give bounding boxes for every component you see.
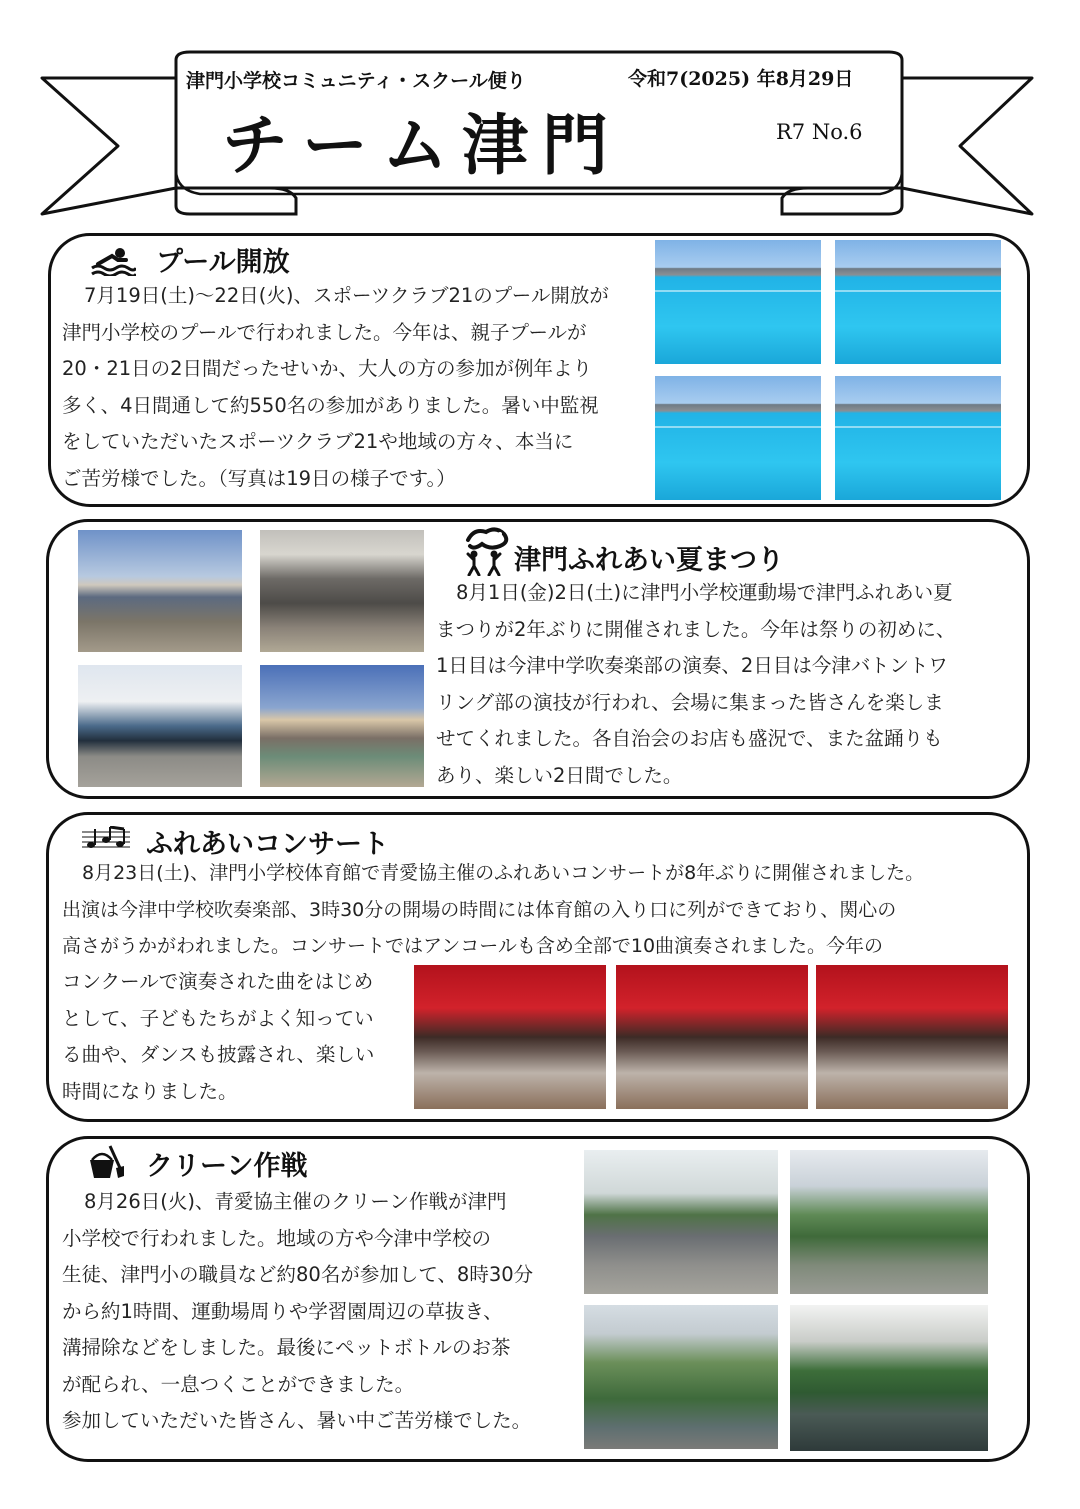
- pool-line: ご苦労様でした。（写真は19日の様子です。）: [62, 466, 456, 490]
- festival-line: まつりが2年ぶりに開催されました。今年は祭りの初めに、: [436, 617, 956, 641]
- pool-photo: [835, 240, 1001, 364]
- swimmer-icon: [90, 246, 136, 276]
- cleanup-body: [62, 1184, 533, 1440]
- cleanup-photo: [790, 1305, 988, 1451]
- bucket-shovel-icon: [86, 1142, 126, 1182]
- newsletter-title: チーム津門: [222, 107, 622, 184]
- festival-line: 1日目は今津中学吹奏楽部の演奏、2日目は今津バトントワ: [436, 654, 948, 677]
- concert-title: ふれあいコンサート: [146, 829, 389, 860]
- festival-line: リング部の演技が行われ、会場に集まった皆さんを楽しま: [436, 690, 944, 714]
- pool-line: 津門小学校のプールで行われました。今年は、親子プールが: [62, 320, 587, 344]
- concert-line: 8月23日(土)、津門小学校体育館で青愛協主催のふれあいコンサートが8年ぶりに開催されました。: [82, 862, 925, 884]
- issue-number: R7 No.6: [776, 120, 863, 144]
- concert-line: 時間になりました。: [62, 1079, 238, 1103]
- pool-line: 20・21日の2日間だったせいか、大人の方の参加が例年より: [62, 357, 593, 380]
- issue-date: 令和7(2025) 年8月29日: [628, 68, 854, 90]
- pool-photo: [835, 376, 1001, 500]
- concert-body-full: [62, 855, 924, 965]
- cleanup-photo: [790, 1150, 988, 1294]
- concert-line: として、子どもたちがよく知ってい: [62, 1006, 374, 1030]
- cleanup-line: 小学校で行われました。地域の方や今津中学校の: [62, 1226, 492, 1250]
- concert-line: 出演は今津中学校吹奏楽部、3時30分の開場の時間には体育館の入り口に列ができており、関心の: [62, 898, 897, 921]
- festival-line: せてくれました。各自治会のお店も盛況で、また盆踊りも: [436, 727, 943, 750]
- dragon-dance-icon: [460, 524, 512, 576]
- cleanup-line: から約1時間、運動場周りや学習園周辺の草抜き、: [62, 1299, 503, 1323]
- festival-line: あり、楽しい2日間でした。: [436, 763, 683, 787]
- pool-line: をしていただいたスポーツクラブ21や地域の方々、本当に: [62, 430, 574, 453]
- concert-photo: [616, 965, 808, 1109]
- concert-line: コンクールで演奏された曲をはじめ: [62, 970, 374, 993]
- concert-line: 高さがうかがわれました。コンサートではアンコールも含め全部で10曲演奏されました。今年の: [62, 935, 884, 957]
- cleanup-photo: [584, 1305, 778, 1449]
- festival-body: [436, 575, 955, 794]
- cleanup-line: 溝掃除などをしました。最後にペットボトルのお茶: [62, 1336, 511, 1359]
- concert-photo: [414, 965, 606, 1109]
- festival-photo: [260, 530, 424, 652]
- festival-photo: [78, 665, 242, 787]
- pool-title: プール開放: [156, 247, 290, 278]
- cleanup-line: が配られ、一息つくことができました。: [62, 1372, 415, 1396]
- music-notes-icon: [82, 826, 130, 852]
- cleanup-line: 8月26日(火)、青愛協主催のクリーン作戦が津門: [84, 1190, 507, 1213]
- festival-title: 津門ふれあい夏まつり: [514, 545, 784, 576]
- newsletter-subtitle: 津門小学校コミュニティ・スクール便り: [186, 70, 526, 92]
- concert-line: る曲や、ダンスも披露され、楽しい: [62, 1043, 375, 1066]
- cleanup-photo: [584, 1150, 778, 1294]
- festival-photo: [78, 530, 242, 652]
- concert-body-short: [62, 964, 374, 1110]
- concert-photo: [816, 965, 1008, 1109]
- cleanup-line: 参加していただいた皆さん、暑い中ご苦労様でした。: [62, 1409, 532, 1432]
- festival-line: 8月1日(金)2日(土)に津門小学校運動場で津門ふれあい夏: [456, 581, 953, 604]
- pool-body: [62, 278, 609, 497]
- pool-line: 7月19日(土)〜22日(火)、スポーツクラブ21のプール開放が: [84, 284, 609, 307]
- pool-photo: [655, 376, 821, 500]
- festival-photo: [260, 665, 424, 787]
- cleanup-title: クリーン作戦: [146, 1151, 308, 1182]
- pool-photo: [655, 240, 821, 364]
- pool-line: 多く、4日間通して約550名の参加がありました。暑い中監視: [62, 393, 599, 417]
- cleanup-line: 生徒、津門小の職員など約80名が参加して、8時30分: [62, 1263, 534, 1286]
